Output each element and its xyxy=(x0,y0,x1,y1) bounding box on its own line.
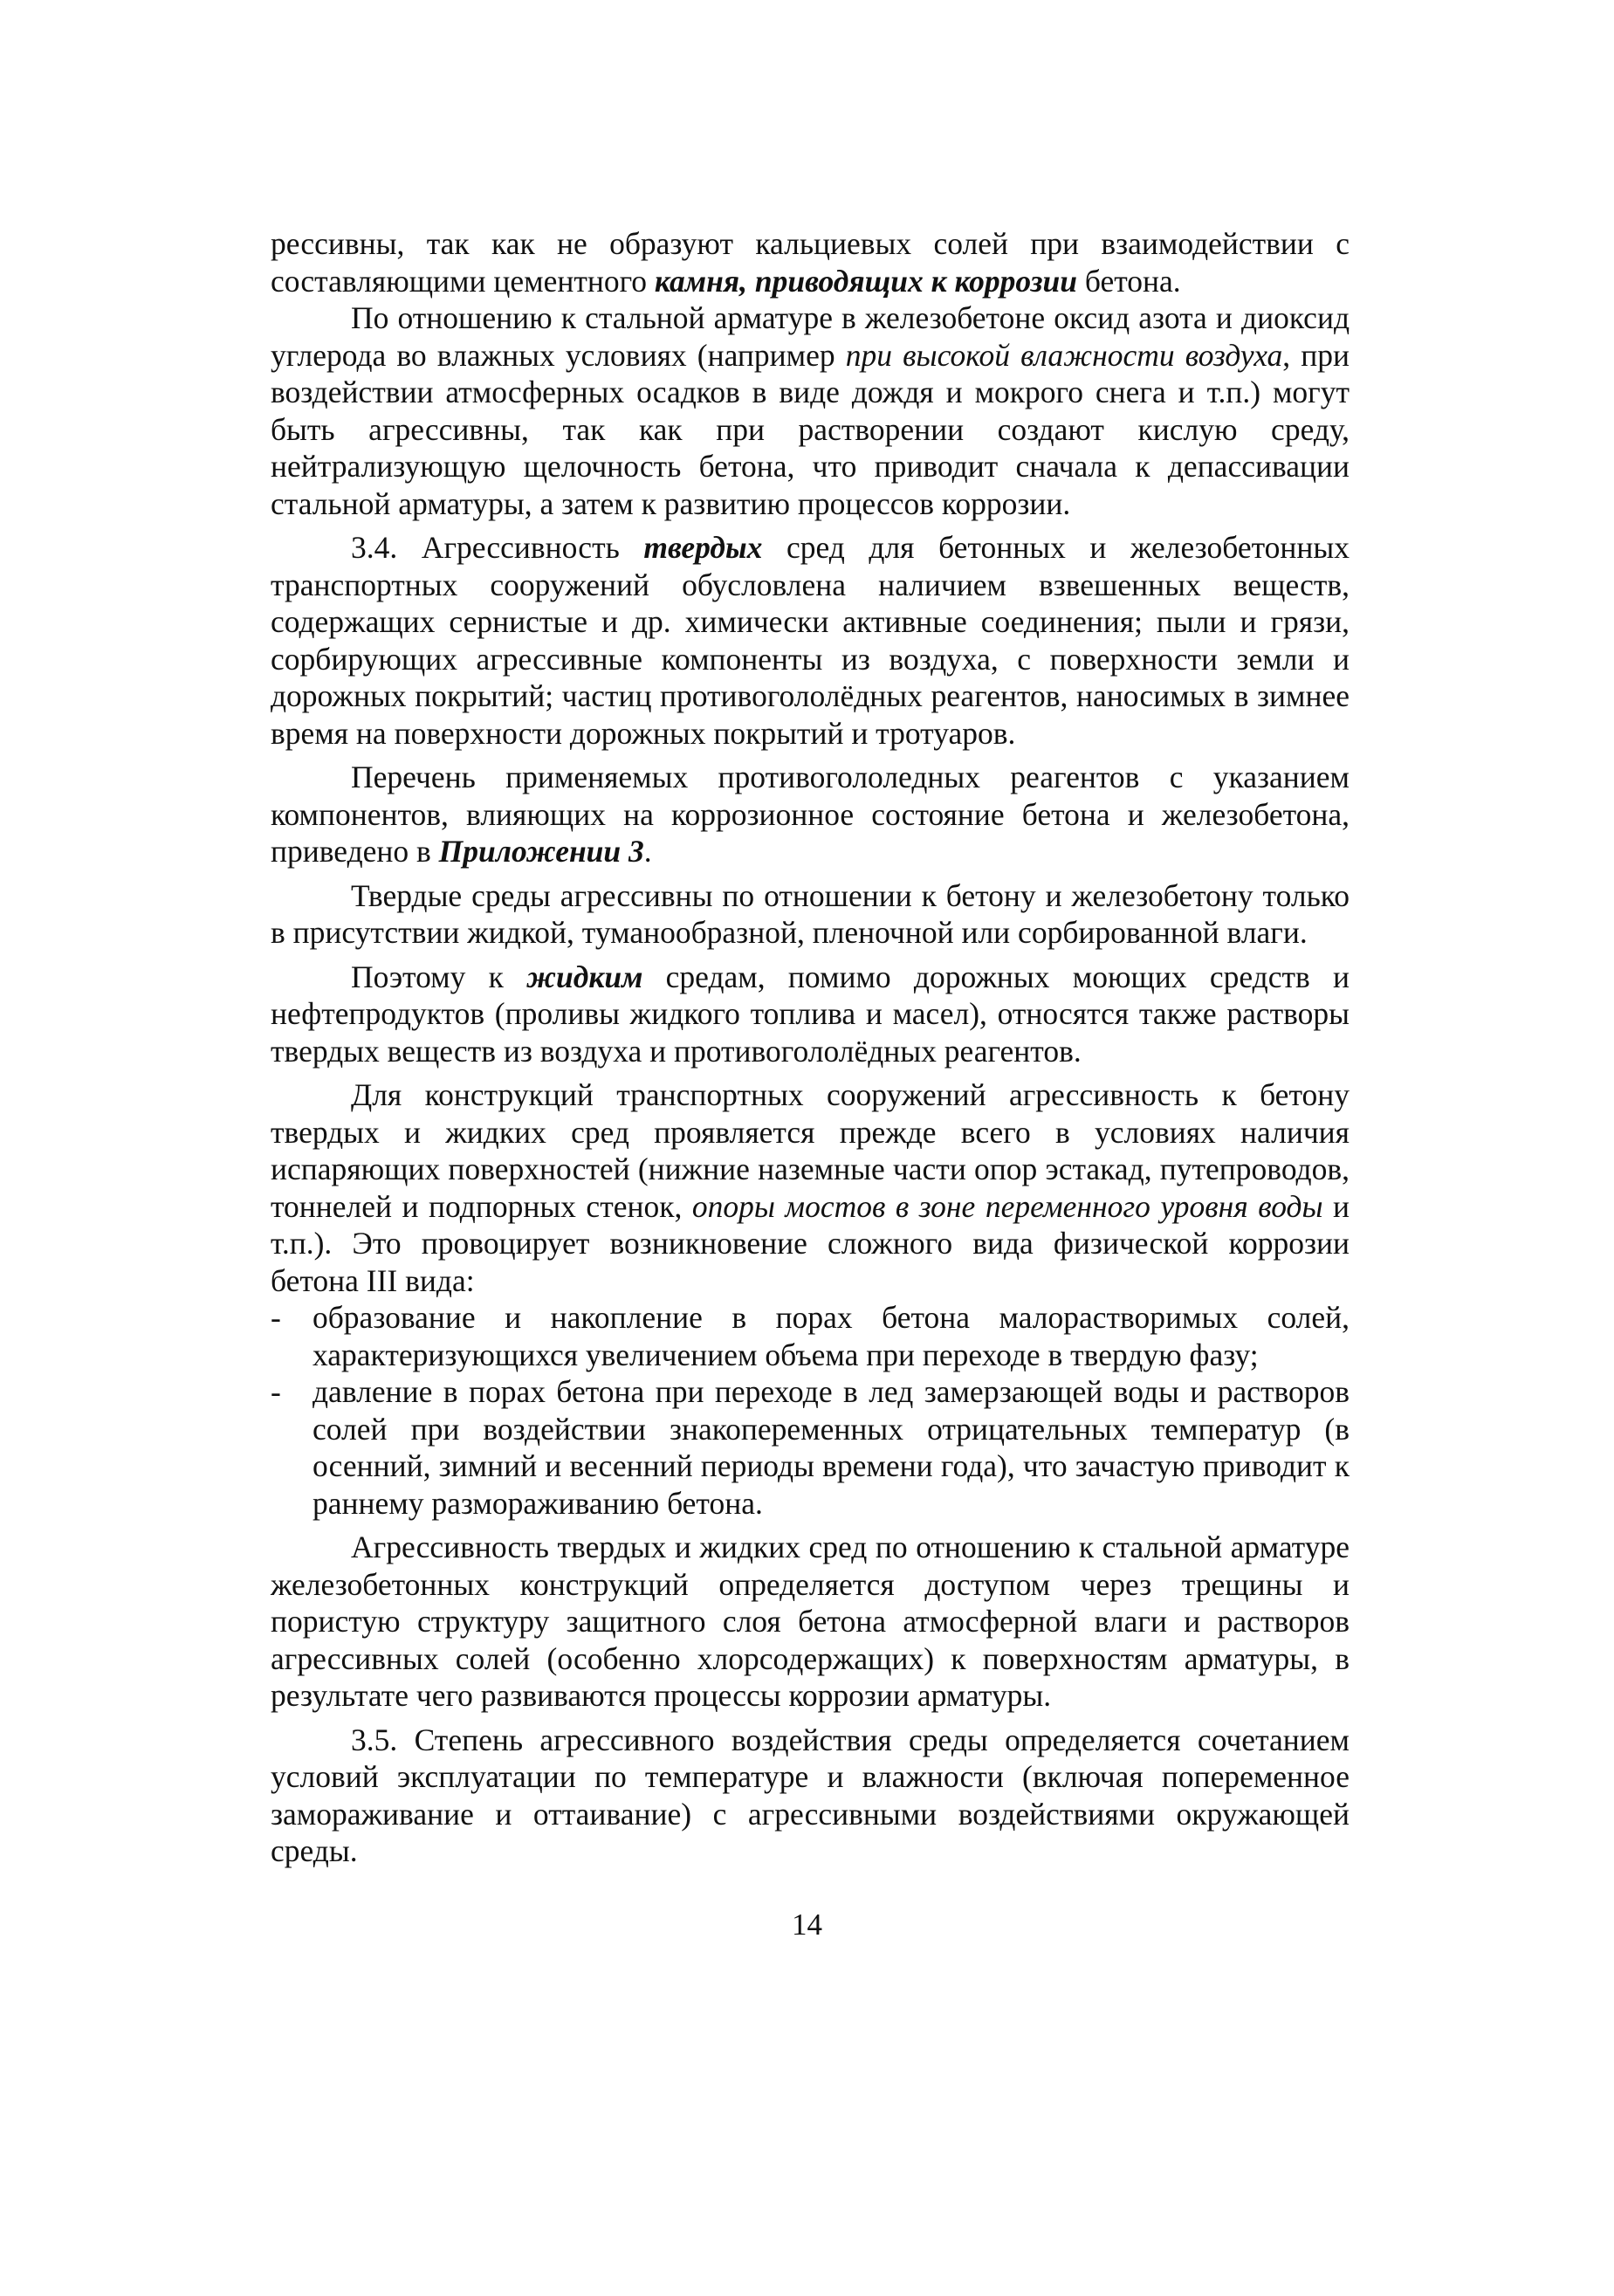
appendix-reference: Приложении 3 xyxy=(438,834,644,869)
paragraph-text: По отношению к стальной арматуре в железобетоне оксид азота и диоксид углерода во влажных условиях (например xyxy=(271,300,1350,373)
list-item xyxy=(271,1373,1350,1522)
list-item xyxy=(271,1299,1350,1373)
paragraph-text: 3.4. Агрессивность xyxy=(351,530,644,565)
paragraph-text: Для конструкций транспортных сооружений агрессивность к бетону твердых и жидких сред проявляется прежде всего в условиях наличия испаряющих поверхностей (нижние наземные части опор эстакад, путепроводов, тоннелей и подпорных стенок, xyxy=(271,1077,1350,1224)
paragraph-text: Перечень применяемых противогололедных реагентов с указанием компонентов, влияющих на коррозионное состояние бетона и железобетона, приведено в xyxy=(271,760,1350,869)
paragraph-reagents-list xyxy=(271,759,1350,870)
emphasis-text: жидким xyxy=(526,959,643,994)
emphasis-text: твердых xyxy=(643,530,763,565)
paragraph-liquid-media xyxy=(271,959,1350,1070)
paragraph-continuation xyxy=(271,225,1350,299)
paragraph-text: Поэтому к xyxy=(351,959,527,994)
list-item-text: образование и накопление в порах бетона малорастворимых солей, характеризующихся увеличением объема при переходе в твердую фазу; xyxy=(312,1300,1350,1372)
paragraph-structures xyxy=(271,1076,1350,1299)
paragraph-section-3-5: 3.5. Степень агрессивного воздействия среды определяется сочетанием условий эксплуатации по температуре и влажности (включая попеременное замораживание и оттаивание) с агрессивными воздействиями окружающей среды. xyxy=(271,1722,1350,1868)
emphasis-text: камня, приводящих к коррозии xyxy=(654,263,1077,299)
paragraph-aggressiveness-steel: Агрессивность твердых и жидких сред по отношению к стальной арматуре железобетонных конструкций определяется доступом через трещины и пористую структуру защитного слоя бетона атмосферной влаги и растворов агрессивных солей (особенно хлорсодержащих) к поверхностям арматуры, в результате чего развиваются процессы коррозии арматуры. xyxy=(271,1530,1350,1713)
paragraph-text: , при воздействии атмосферных осадков в виде дождя и мокрого снега и т.п.) могут быть агрессивны, так как при растворении создают кислую среду, нейтрализующую щелочность бетона, что приводит сначала к депассивации стальной арматуры, а затем к развитию процессов коррозии. xyxy=(271,337,1350,521)
paragraph-text: рессивны, так как не образуют кальциевых солей при взаимодействии с составляющими цементного xyxy=(271,226,1350,299)
list-marker: - xyxy=(271,1374,281,1409)
paragraph-text: бетона. xyxy=(1076,263,1181,299)
paragraph-text: средам, помимо дорожных моющих средств и нефтепродуктов (проливы жидкого топлива и масел), относятся также растворы твердых веществ из воздуха и противогололёдных реагентов. xyxy=(271,959,1350,1069)
document-body xyxy=(271,225,1350,1870)
paragraph-text: сред для бетонных и железобетонных транспортных сооружений обусловлена наличием взвешенных веществ, содержащих сернистые и др. химически активные соединения; пыли и грязи, сорбирующих агрессивные компоненты из воздуха, с поверхности земли и дорожных покрытий; частиц противогололёдных реагентов, наносимых в зимнее время на поверхности дорожных покрытий и тротуаров. xyxy=(271,530,1350,751)
paragraph-section-3-4 xyxy=(271,529,1350,752)
paragraph-text: и т.п.). Это провоцирует возникновение сложного вида физической коррозии бетона III вида: xyxy=(271,1188,1350,1298)
list-item-text: давление в порах бетона при переходе в лед замерзающей воды и растворов солей при воздействии знакопеременных отрицательных температур (в осенний, зимний и весенний периоды времени года), что зачастую приводит к раннему размораживанию бетона. xyxy=(312,1374,1350,1521)
page-number: 14 xyxy=(792,1908,822,1942)
paragraph-text: . xyxy=(643,834,652,869)
emphasis-text: опоры мостов в зоне переменного уровня воды xyxy=(691,1188,1323,1224)
paragraph-steel-reinforcement xyxy=(271,299,1350,522)
list-marker: - xyxy=(271,1300,281,1335)
emphasis-text: при высокой влажности воздуха xyxy=(845,337,1283,373)
paragraph-solid-media: Твердые среды агрессивны по отношении к бетону и железобетону только в присутствии жидкой, туманообразной, пленочной или сорбированной влаги. xyxy=(271,877,1350,950)
